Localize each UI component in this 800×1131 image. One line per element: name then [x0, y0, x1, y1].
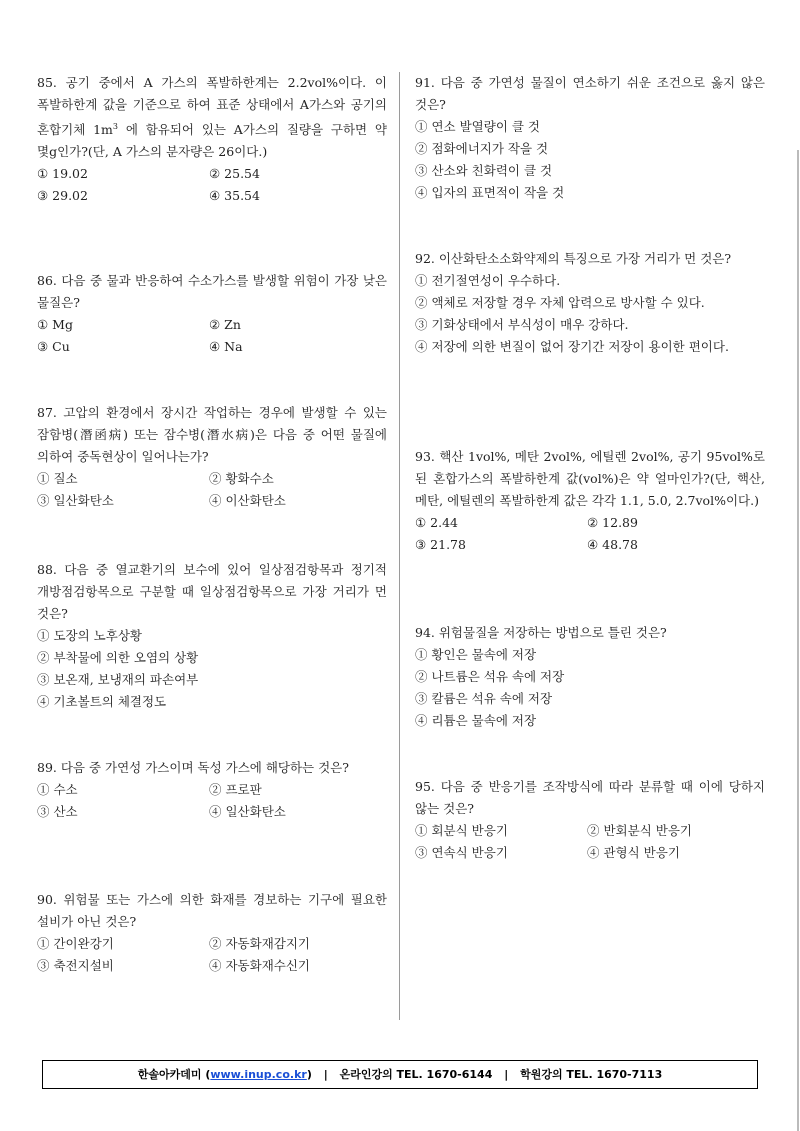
option-2[interactable]: ② 황화수소 [209, 471, 274, 486]
option-1[interactable]: ① 도장의 노후상황 [37, 628, 142, 643]
option-1[interactable]: ① 황인은 물속에 저장 [415, 647, 537, 662]
question-stem: 89. 다음 중 가연성 가스이며 독성 가스에 해당하는 것은? [37, 760, 349, 775]
question-87 [37, 402, 387, 512]
option-4[interactable]: ④ 리튬은 물속에 저장 [415, 713, 537, 728]
option-2[interactable]: ② 나트륨은 석유 속에 저장 [415, 669, 565, 684]
question-92 [415, 248, 765, 358]
option-1[interactable]: ① 연소 발열량이 클 것 [415, 119, 540, 134]
option-3[interactable]: ③ 연속식 반응기 [415, 845, 508, 860]
option-4[interactable]: ④ 기초볼트의 체결정도 [37, 694, 167, 709]
footer-separator: | [323, 1068, 328, 1081]
question-stem: 91. 다음 중 가연성 물질이 연소하기 쉬운 조건으로 옳지 않은 것은? [415, 75, 765, 112]
option-1[interactable]: ① 간이완강기 [37, 936, 114, 951]
option-4[interactable]: ④ 35.54 [209, 188, 260, 204]
question-88 [37, 559, 387, 713]
question-91 [415, 72, 765, 204]
option-3[interactable]: ③ 21.78 [415, 537, 466, 552]
option-4[interactable]: ④ 자동화재수신기 [209, 958, 310, 973]
footer-offline-phone: 학원강의 TEL. 1670-7113 [520, 1068, 663, 1081]
question-stem: 86. 다음 중 물과 반응하여 수소가스를 발생할 위험이 가장 낮은 물질은? [37, 273, 387, 310]
question-stem: 95. 다음 중 반응기를 조작방식에 따라 분류할 때 이에 당하지 않는 것은? [415, 779, 765, 816]
option-4[interactable]: ④ 이산화탄소 [209, 493, 286, 508]
option-2[interactable]: ② 25.54 [209, 166, 260, 182]
option-2[interactable]: ② Zn [209, 317, 241, 332]
option-2[interactable]: ② 반회분식 반응기 [587, 823, 692, 838]
option-1[interactable]: ① 19.02 [37, 166, 88, 182]
question-stem: 90. 위험물 또는 가스에 의한 화재를 경보하는 기구에 필요한 설비가 아닌 것은? [37, 892, 387, 929]
question-stem: 85. 공기 중에서 A 가스의 폭발하한계는 2.2vol%이다. 이 폭발하한계 값을 기준으로 하여 표준 상태에서 A가스와 공기의 혼합기체 $1m^3$ 에 함유되어 있는 A가스의 질량을 구하면 약 몇g인가?(단, A 가스의 분자량은 26이다.) [37, 75, 387, 160]
option-2[interactable]: ② 자동화재감지기 [209, 936, 310, 951]
question-stem: 88. 다음 중 열교환기의 보수에 있어 일상점검항목과 정기적 개방점검항목으로 구분할 때 일상점검항목으로 가장 거리가 먼 것은? [37, 562, 387, 621]
option-3[interactable]: ③ 보온재, 보냉재의 파손여부 [37, 672, 199, 687]
options [415, 512, 765, 556]
superscript: 3 [112, 122, 119, 131]
option-1[interactable]: ① 질소 [37, 471, 78, 486]
option-2[interactable]: ② 부착물에 의한 오염의 상황 [37, 650, 199, 665]
option-3[interactable]: ③ 칼륨은 석유 속에 저장 [415, 691, 553, 706]
question-93 [415, 446, 765, 556]
option-3[interactable]: ③ 산소 [37, 804, 78, 819]
question-90 [37, 889, 387, 977]
option-4[interactable]: ④ 일산화탄소 [209, 804, 286, 819]
footer-online-phone: 온라인강의 TEL. 1670-6144 [339, 1068, 493, 1081]
question-89 [37, 757, 387, 823]
question-86 [37, 270, 387, 358]
option-4[interactable]: ④ Na [209, 339, 243, 354]
option-2[interactable]: ② 액체로 저장할 경우 자체 압력으로 방사할 수 있다. [415, 295, 705, 310]
question-stem: 87. 고압의 환경에서 장시간 작업하는 경우에 발생할 수 있는 잠함병(潛函病) 또는 잠수병(潛水病)은 다음 중 어떤 물질에 의하여 중독현상이 일어나는가? [37, 405, 387, 464]
option-1[interactable]: ① 전기절연성이 우수하다. [415, 273, 561, 288]
footer-box [42, 1060, 758, 1089]
option-3[interactable]: ③ 산소와 친화력이 클 것 [415, 163, 553, 178]
option-4[interactable]: ④ 입자의 표면적이 작을 것 [415, 185, 565, 200]
column-divider [399, 72, 400, 1020]
option-3[interactable]: ③ 29.02 [37, 188, 88, 204]
footer-website-link[interactable]: www.inup.co.kr [210, 1068, 307, 1081]
option-3[interactable]: ③ Cu [37, 339, 70, 354]
question-stem: 92. 이산화탄소소화약제의 특징으로 가장 거리가 먼 것은? [415, 251, 732, 266]
options [37, 468, 387, 512]
option-4[interactable]: ④ 저장에 의한 변질이 없어 장기간 저장이 용이한 편이다. [415, 339, 729, 354]
option-1[interactable]: ① 회분식 반응기 [415, 823, 508, 838]
option-1[interactable]: ① 수소 [37, 782, 78, 797]
page-edge-line [797, 150, 799, 1131]
option-2[interactable]: ② 점화에너지가 작을 것 [415, 141, 549, 156]
question-stem: 93. 핵산 1vol%, 메탄 2vol%, 에틸렌 2vol%, 공기 95vol%로 된 혼합가스의 폭발하한계 값(vol%)은 약 얼마인가?(단, 핵산, 메탄, 에틸렌의 폭발하한계 값은 각각 1.1, 5.0, 2.7vol%이다.) [415, 449, 765, 508]
option-1[interactable]: ① Mg [37, 317, 73, 332]
question-94 [415, 622, 765, 732]
option-2[interactable]: ② 프로판 [209, 782, 262, 797]
option-1[interactable]: ① 2.44 [415, 515, 459, 530]
option-4[interactable]: ④ 관형식 반응기 [587, 845, 680, 860]
footer-org-suffix: ) [306, 1068, 312, 1081]
options [415, 820, 765, 864]
option-3[interactable]: ③ 축전지설비 [37, 958, 114, 973]
option-3[interactable]: ③ 기화상태에서 부식성이 매우 강하다. [415, 317, 629, 332]
option-4[interactable]: ④ 48.78 [587, 537, 638, 552]
options [37, 933, 387, 977]
footer-separator: | [504, 1068, 509, 1081]
footer-org-prefix: 한솔아카데미 ( [137, 1068, 211, 1081]
options [37, 163, 387, 207]
options [37, 779, 387, 823]
question-85 [37, 72, 387, 207]
option-2[interactable]: ② 12.89 [587, 515, 638, 530]
question-95 [415, 776, 765, 864]
option-3[interactable]: ③ 일산화탄소 [37, 493, 114, 508]
question-stem: 94. 위험물질을 저장하는 방법으로 틀린 것은? [415, 625, 667, 640]
options [37, 314, 387, 358]
